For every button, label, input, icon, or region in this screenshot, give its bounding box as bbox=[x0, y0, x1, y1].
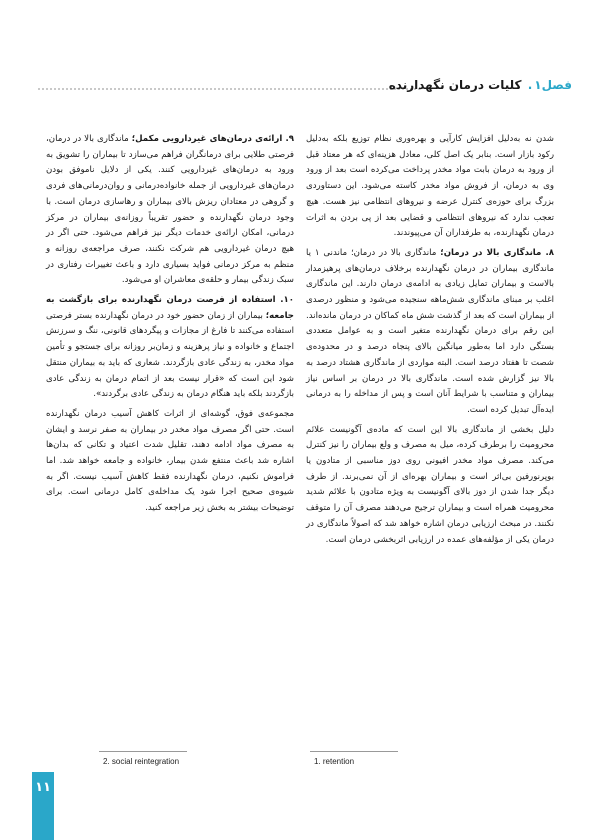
paragraph bbox=[46, 293, 294, 403]
paragraph-body: بیماران از زمان حضور خود در درمان نگهدارنده بستر فرصتی استفاده می‌کنند تا فارغ از مجازات و پیگردهای قانونی، ننگ و سرزنش اجتماع و خانواده و نیاز پرهزینه و زمان‌بر روزانه برای جستجو و تأمین مواد مخدر، به زندگی عادی بازگردند. شعاری که باید به بیماران منتقل شود این است که «قرار نیست بعد از اتمام درمان به زندگی عادی بازگردند بلکه باید هنگام درمان به زندگی عادی برگردند». bbox=[46, 310, 294, 400]
right-column bbox=[306, 132, 554, 548]
section-heading: ۹. ارائه‌ی درمان‌های غیردارویی مکمل؛ bbox=[131, 134, 295, 144]
page-number: ۱۱ bbox=[32, 772, 54, 840]
footnote-rule bbox=[310, 751, 398, 752]
chapter-label: فصل۱ bbox=[534, 78, 572, 92]
header-dotted-line bbox=[38, 88, 420, 90]
paragraph bbox=[306, 246, 554, 419]
chapter-title: کلیات درمان نگهدارنده bbox=[388, 78, 522, 92]
section-heading: ۸. ماندگاری بالا در درمان؛ bbox=[440, 247, 554, 258]
paragraph-body: ماندگاری بالا در درمان، فرصتی طلایی برای درمانگران فراهم می‌سازد تا بیماران را تشویق به ورود به درمان‌های غیردارویی کنند. یکی از دلایل ناموفق بودن درمان‌های غیردارویی از جمله خانواده‌درمانی و روان‌درمانی‌های فردی و گروهی در معتادان ریزش بالای بیماران و رهاسازی درمان است. با وجود درمان نگهدارنده و حضور تقریباً روزانه‌ی بیماران در مرکز درمانی، امکان ارائه‌ی خدمات دیگر نیز فراهم می‌شود. حتی اگر در هیچ درمان غیردارویی هم شرکت نکنند، صرف مراجعه‌ی روزانه و منظم به مرکز درمانی فواید بسیاری دارد و باعث تغییرات رفتاری در سبک زندگی بیمار و حلقه‌ی معاشران او می‌شود. bbox=[46, 134, 294, 286]
paragraph bbox=[46, 132, 294, 289]
header-separator: . bbox=[527, 78, 533, 92]
paragraph: دلیل بخشی از ماندگاری بالا این است که ماده‌ی آگونیست علائم محرومیت را برطرف کرده، میل به مصرف و ولع بیماران را نیز کنترل می‌کند. مصرف مواد مخدر افیونی روی دوز مناسبی از متادون یا بوپرنورفین بی‌اثر است و بیماران بهره‌ای از آن نمی‌برند. از طرف دیگر جدا شدن از دوز بالای آگونیست به ویژه متادون با علائم شدید محرومیت همراه است و بیماران ترجیح می‌دهند مصرف آن را متوقف نکنند. در مبحث ارزیابی درمان اشاره خواهد شد که اصولاً ماندگاری در درمان یکی از مؤلفه‌های عمده در ارزیابی اثربخشی درمان است. bbox=[306, 424, 554, 545]
paragraph: شدن نه به‌دلیل افزایش کارآیی و بهره‌وری نظام توزیع بلکه به‌دلیل رکود بازار است. بنابر یک اصل کلی، معادل هزینه‌ای که هر معتاد قبل از ورود به درمان بابت مواد مخدر پرداخت می‌کرده است بعد از ورود وی به درمان، از فروش مواد مخدر کاسته می‌شود. این دستاوردی بزرگ برای حوزه‌ی کنترل عرضه و نیروهای انتظامی نیز هست. هیچ تعجب ندارد که نیروهای انتظامی و قضایی بعد از پی بردن به اثرات درمان نگهدارنده، به طرفداران آن می‌پیوندند. bbox=[306, 134, 554, 239]
section-heading: ۱۰. استفاده از فرصت درمان نگهدارنده برای بازگشت به جامعه؛ bbox=[46, 295, 294, 321]
footnote-left: 2. social reintegration bbox=[103, 757, 180, 766]
footnote-right: 1. retention bbox=[314, 757, 355, 766]
running-header bbox=[389, 78, 572, 92]
paragraph-body: ماندگاری بالا در درمان؛ ماندنی ۱ یا ماندگاری بیماران در درمان نگهدارنده برخلاف درمان‌های پرهیزمدار بالاست و بیماران تمایل زیادی به ادامه‌ی درمان دارند. این ماندگاری اغلب بر مبنای ماندگاری شش‌ماهه سنجیده می‌شود و منظور درصدی از بیماران است که بعد از گذشت شش ماه کماکان در درمان مانده‌اند. این رقم برای درمان نگهدارنده متغیر است و به عوامل متعددی بستگی دارد اما به‌طور میانگین بالای پنجاه درصد و در محدوده‌ی شصت تا هفتاد درصد است. البته مواردی از ماندگاری هشتاد درصد به بالا نیز گزارش شده است. ماندگاری بالا در درمان بر اساس نیاز بیماران و متناسب با شرایط آنان است و پس از مداخله را به درمانی ایده‌آل تبدیل کرده است. bbox=[305, 247, 554, 415]
paragraph: مجموعه‌ی فوق، گوشه‌ای از اثرات کاهش آسیب درمان نگهدارنده است. حتی اگر مصرف مواد مخدر در بیماران به صفر نرسد و ایشان به مصرف مواد ادامه دهند، تقلیل شدت اعتیاد و تکانی که بدان‌ها اشاره شد باعث منتفع شدن بیمار، خانواده و جامعه خواهد شد. اما فراموش نکنیم، درمان نگهدارنده فقط کاهش آسیب نیست. اگر به شیوه‌ی صحیح اجرا شود یک مداخله‌ی کامل درمانی است. برای توضیحات بیشتر به بخش زیر مراجعه کنید. bbox=[46, 408, 294, 514]
left-column bbox=[46, 132, 294, 517]
footnote-rule bbox=[99, 751, 187, 752]
